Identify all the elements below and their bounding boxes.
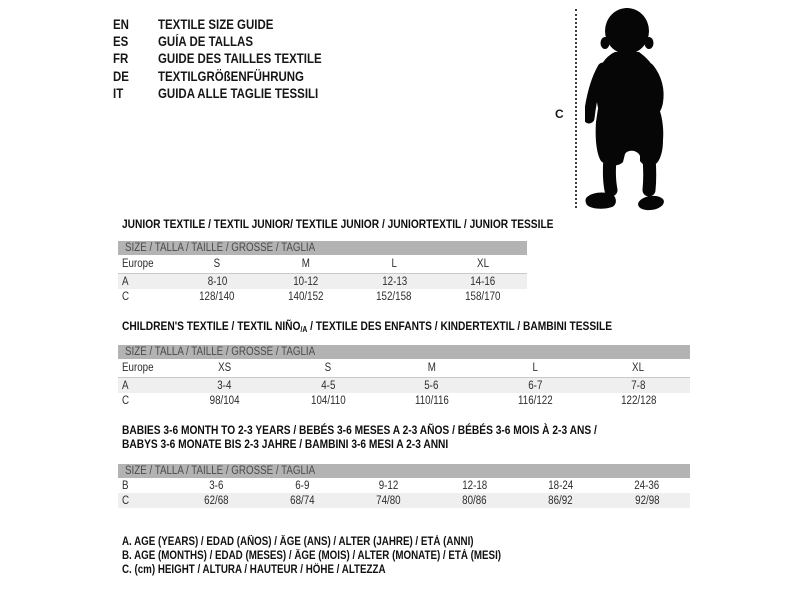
table-row xyxy=(118,289,527,304)
size-header-text: SIZE / TALLA / TAILLE / GRÖSSE / TAGLIA xyxy=(125,465,316,477)
lang-row-es xyxy=(113,33,351,50)
height-measure-dotted-line xyxy=(575,9,577,208)
size-value: 98/104 xyxy=(209,394,240,407)
size-value: 140/152 xyxy=(288,290,324,303)
junior-section-title: JUNIOR TEXTILE / TEXTIL JUNIOR/ TEXTILE JUNIOR / JUNIORTEXTIL / JUNIOR TESSILE xyxy=(122,217,554,231)
language-legend xyxy=(113,16,351,102)
size-value: 3-6 xyxy=(209,479,224,492)
row-label: B xyxy=(122,479,129,492)
size-value: 128/140 xyxy=(199,290,235,303)
lang-code: ES xyxy=(113,34,129,50)
size-value: L xyxy=(391,258,397,270)
footnotes xyxy=(122,536,568,577)
note-c: C. (cm) HEIGHT / ALTURA / HAUTEUR / HÖHE / ALTEZZA xyxy=(122,563,386,576)
table-row xyxy=(118,255,527,274)
size-value: 122/128 xyxy=(620,394,656,407)
size-value: 86/92 xyxy=(548,494,573,507)
size-value: 158/170 xyxy=(465,290,501,303)
size-value: 14-16 xyxy=(470,275,496,288)
lang-code: DE xyxy=(113,68,129,84)
size-value: 116/122 xyxy=(517,394,553,407)
size-value: 62/68 xyxy=(203,494,229,507)
row-label: Europe xyxy=(122,258,154,270)
size-value: XS xyxy=(218,362,232,374)
lang-title: TEXTILGRÖßENFÜHRUNG xyxy=(158,68,304,84)
size-header-text: SIZE / TALLA / TAILLE / GRÖSSE / TAGLIA xyxy=(125,346,316,358)
height-measure-label: C xyxy=(555,107,564,121)
size-value: 92/98 xyxy=(634,494,660,507)
lang-row-fr xyxy=(113,50,351,67)
size-value: 74/80 xyxy=(376,494,401,507)
row-label: C xyxy=(122,494,130,507)
size-value: 7-8 xyxy=(631,379,646,392)
size-value: XL xyxy=(476,258,489,270)
size-value: 4-5 xyxy=(321,379,336,392)
babies-section-title: BABIES 3-6 MONTH TO 2-3 YEARS / BEBÉS 3-6 MESES A 2-3 AÑOS / BÉBÉS 3-6 MOIS À 2-3 ANS / BABYS 3-6 MONATE BIS 2-3 JAHRE / BAMBINI 3-6 MESI A 2-3 ANNI xyxy=(122,423,597,451)
size-value: 5-6 xyxy=(424,379,439,392)
row-label: C xyxy=(122,394,130,407)
size-value: S xyxy=(213,258,221,270)
size-value: S xyxy=(324,362,332,374)
row-label: C xyxy=(122,290,130,303)
toddler-silhouette-icon xyxy=(585,8,667,212)
lang-code: IT xyxy=(113,85,124,101)
lang-title: TEXTILE SIZE GUIDE xyxy=(158,17,274,33)
children-section-title: CHILDREN'S TEXTILE / TEXTIL $NIÑO_{/A}$ / TEXTILE DES ENFANTS / KINDERTEXTIL / BAMBINI TESSILE xyxy=(122,319,612,334)
size-value: 152/158 xyxy=(376,290,412,303)
size-value: L xyxy=(532,362,538,374)
lang-row-it xyxy=(113,85,351,102)
size-value: 80/86 xyxy=(462,494,487,507)
size-value: M xyxy=(301,258,310,270)
size-value: 18-24 xyxy=(548,479,574,492)
size-value: XL xyxy=(632,362,645,374)
size-value: 68/74 xyxy=(290,494,315,507)
table-row xyxy=(118,493,690,508)
note-b: B. AGE (MONTHS) / EDAD (MESES) / ÂGE (MOIS) / ALTER (MONATE) / ETÀ (MESI) xyxy=(122,549,502,562)
size-value: 12-13 xyxy=(381,275,407,288)
size-header-text: SIZE / TALLA / TAILLE / GRÖSSE / TAGLIA xyxy=(125,242,316,254)
row-label: Europe xyxy=(122,362,154,374)
junior-size-table xyxy=(118,255,527,304)
note-a: A. AGE (YEARS) / EDAD (AÑOS) / ÂGE (ANS) / ALTER (JAHRE) / ETÀ (ANNI) xyxy=(122,536,474,548)
size-value: 6-7 xyxy=(527,379,542,392)
size-value: 12-18 xyxy=(462,479,488,492)
size-value: 10-12 xyxy=(293,275,319,288)
lang-title: GUÍA DE TALLAS xyxy=(158,34,253,50)
row-label: A xyxy=(122,379,129,392)
table-row xyxy=(118,378,690,393)
size-value: 3-4 xyxy=(217,379,232,392)
size-value: 6-9 xyxy=(295,479,310,492)
row-label: A xyxy=(122,275,129,288)
size-header-bar xyxy=(118,464,690,478)
lang-row-de xyxy=(113,68,351,85)
size-value: 110/116 xyxy=(414,394,449,407)
table-row xyxy=(118,393,690,408)
lang-title: GUIDA ALLE TAGLIE TESSILI xyxy=(158,85,319,101)
lang-row-en xyxy=(113,16,351,33)
table-row xyxy=(118,359,690,378)
size-value: 9-12 xyxy=(378,479,399,492)
size-value: 8-10 xyxy=(207,275,228,288)
size-header-bar xyxy=(118,241,527,255)
size-value: 24-36 xyxy=(634,479,660,492)
lang-code: FR xyxy=(113,51,129,67)
size-value: 104/110 xyxy=(310,394,346,407)
table-row xyxy=(118,274,527,289)
lang-code: EN xyxy=(113,17,129,33)
babies-size-table xyxy=(118,478,690,508)
table-row xyxy=(118,478,690,493)
size-value: M xyxy=(427,362,436,374)
children-size-table xyxy=(118,359,690,408)
size-header-bar xyxy=(118,345,690,359)
lang-title: GUIDE DES TAILLES TEXTILE xyxy=(158,51,322,67)
